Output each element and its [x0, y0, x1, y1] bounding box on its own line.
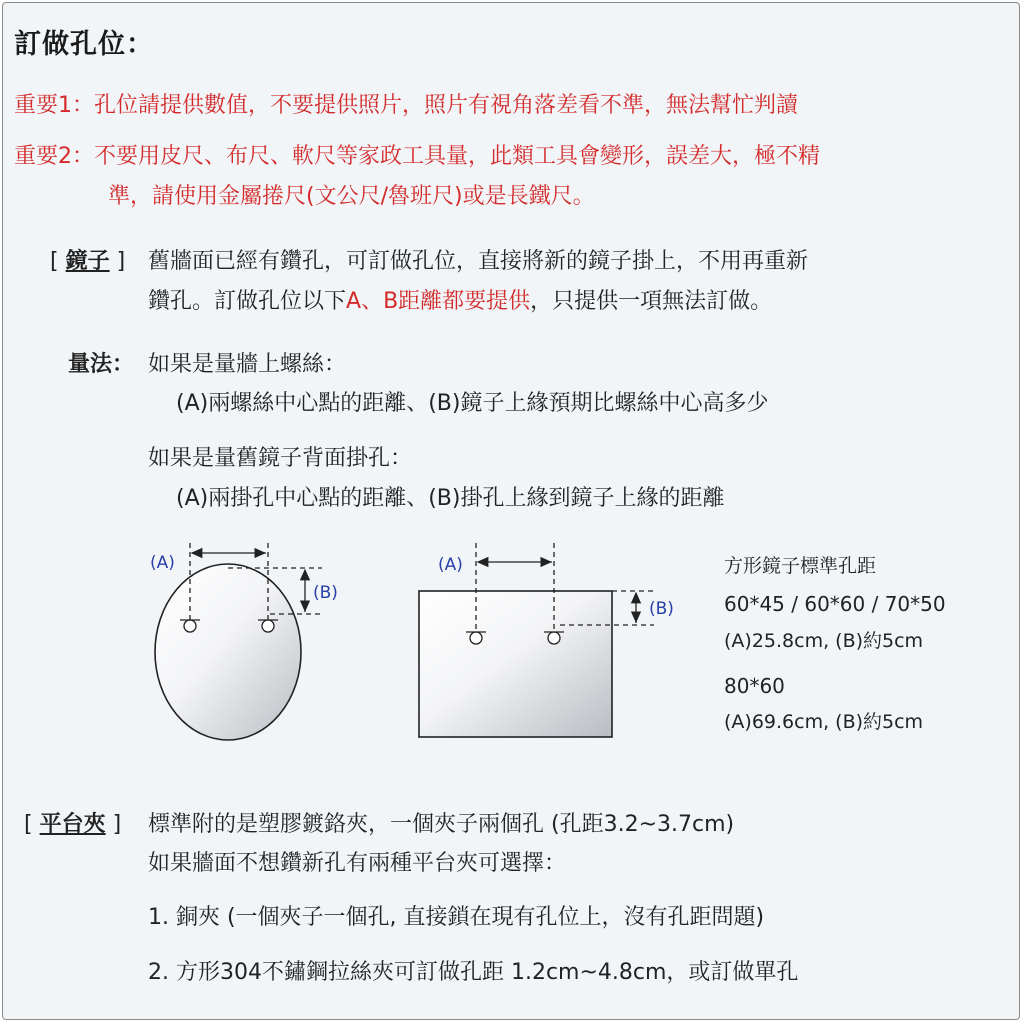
clip-label: 平台夾 — [39, 812, 106, 837]
mirror-line-2-highlight: A、B距離都要提供 — [346, 289, 531, 314]
clip-line-1: 標準附的是塑膠鍍鉻夾，一個夾子兩個孔 (孔距3.2~3.7cm) — [148, 812, 735, 837]
important-1-text: 孔位請提供數值，不要提供照片，照片有視角落差看不準，無法幫忙判讀 — [94, 93, 799, 118]
mirror-line-2-post: ，只提供一項無法訂做。 — [530, 289, 773, 314]
square-spec-values-1: (A)25.8cm, (B)約5cm — [724, 630, 924, 652]
important-2-continued: 準，請使用金屬捲尺(文公尺/魯班尺)或是長鐵尺。 — [108, 184, 595, 209]
bracket-close: ] — [112, 812, 122, 837]
important-2-label: 重要2： — [14, 144, 94, 169]
mirror-line-2-pre: 鑽孔。訂做孔位以下 — [148, 289, 347, 314]
mirror-line-1: 舊牆面已經有鑽孔，可訂做孔位，直接將新的鏡子掛上，不用再重新 — [148, 249, 809, 274]
measure-label: 量法： — [68, 352, 135, 377]
square-spec-sizes-2: 80*60 — [724, 674, 785, 698]
mirror-label: 鏡子 — [65, 249, 110, 274]
bracket-open: [ — [24, 812, 33, 837]
important-2-text: 不要用皮尺、布尺、軟尺等家政工具量，此類工具會變形，誤差大，極不精 — [94, 144, 821, 169]
square-label-b: (B) — [649, 599, 674, 619]
oval-label-a: (A) — [150, 553, 175, 573]
square-label-a: (A) — [438, 555, 463, 575]
clip-option-1: 1. 銅夾 (一個夾子一個孔, 直接鎖在現有孔位上，沒有孔距問題) — [148, 905, 765, 930]
measure-case-1: 如果是量牆上螺絲： — [148, 352, 347, 377]
square-spec-values-2: (A)69.6cm, (B)約5cm — [724, 711, 924, 733]
oval-label-b: (B) — [313, 583, 338, 603]
measure-case-1-detail: (A)兩螺絲中心點的距離、(B)鏡子上緣預期比螺絲中心高多少 — [176, 391, 769, 416]
bracket-open: [ — [50, 249, 59, 274]
measure-case-2-detail: (A)兩掛孔中心點的距離、(B)掛孔上緣到鏡子上緣的距離 — [176, 486, 725, 511]
clip-section-label — [24, 807, 121, 838]
square-mirror — [419, 591, 612, 737]
bracket-close: ] — [116, 249, 126, 274]
measure-case-2: 如果是量舊鏡子背面掛孔： — [148, 446, 413, 471]
important-1-label: 重要1： — [14, 93, 94, 118]
oval-mirror — [155, 564, 301, 740]
clip-line-2: 如果牆面不想鑽新孔有兩種平台夾可選擇： — [148, 851, 567, 876]
square-spec-sizes-1: 60*45 / 60*60 / 70*50 — [724, 592, 946, 616]
square-spec-heading: 方形鏡子標準孔距 — [724, 555, 877, 577]
clip-option-2: 2. 方形304不鏽鋼拉絲夾可訂做孔距 1.2cm~4.8cm，或訂做單孔 — [148, 960, 799, 985]
page-title: 訂做孔位： — [14, 29, 154, 60]
